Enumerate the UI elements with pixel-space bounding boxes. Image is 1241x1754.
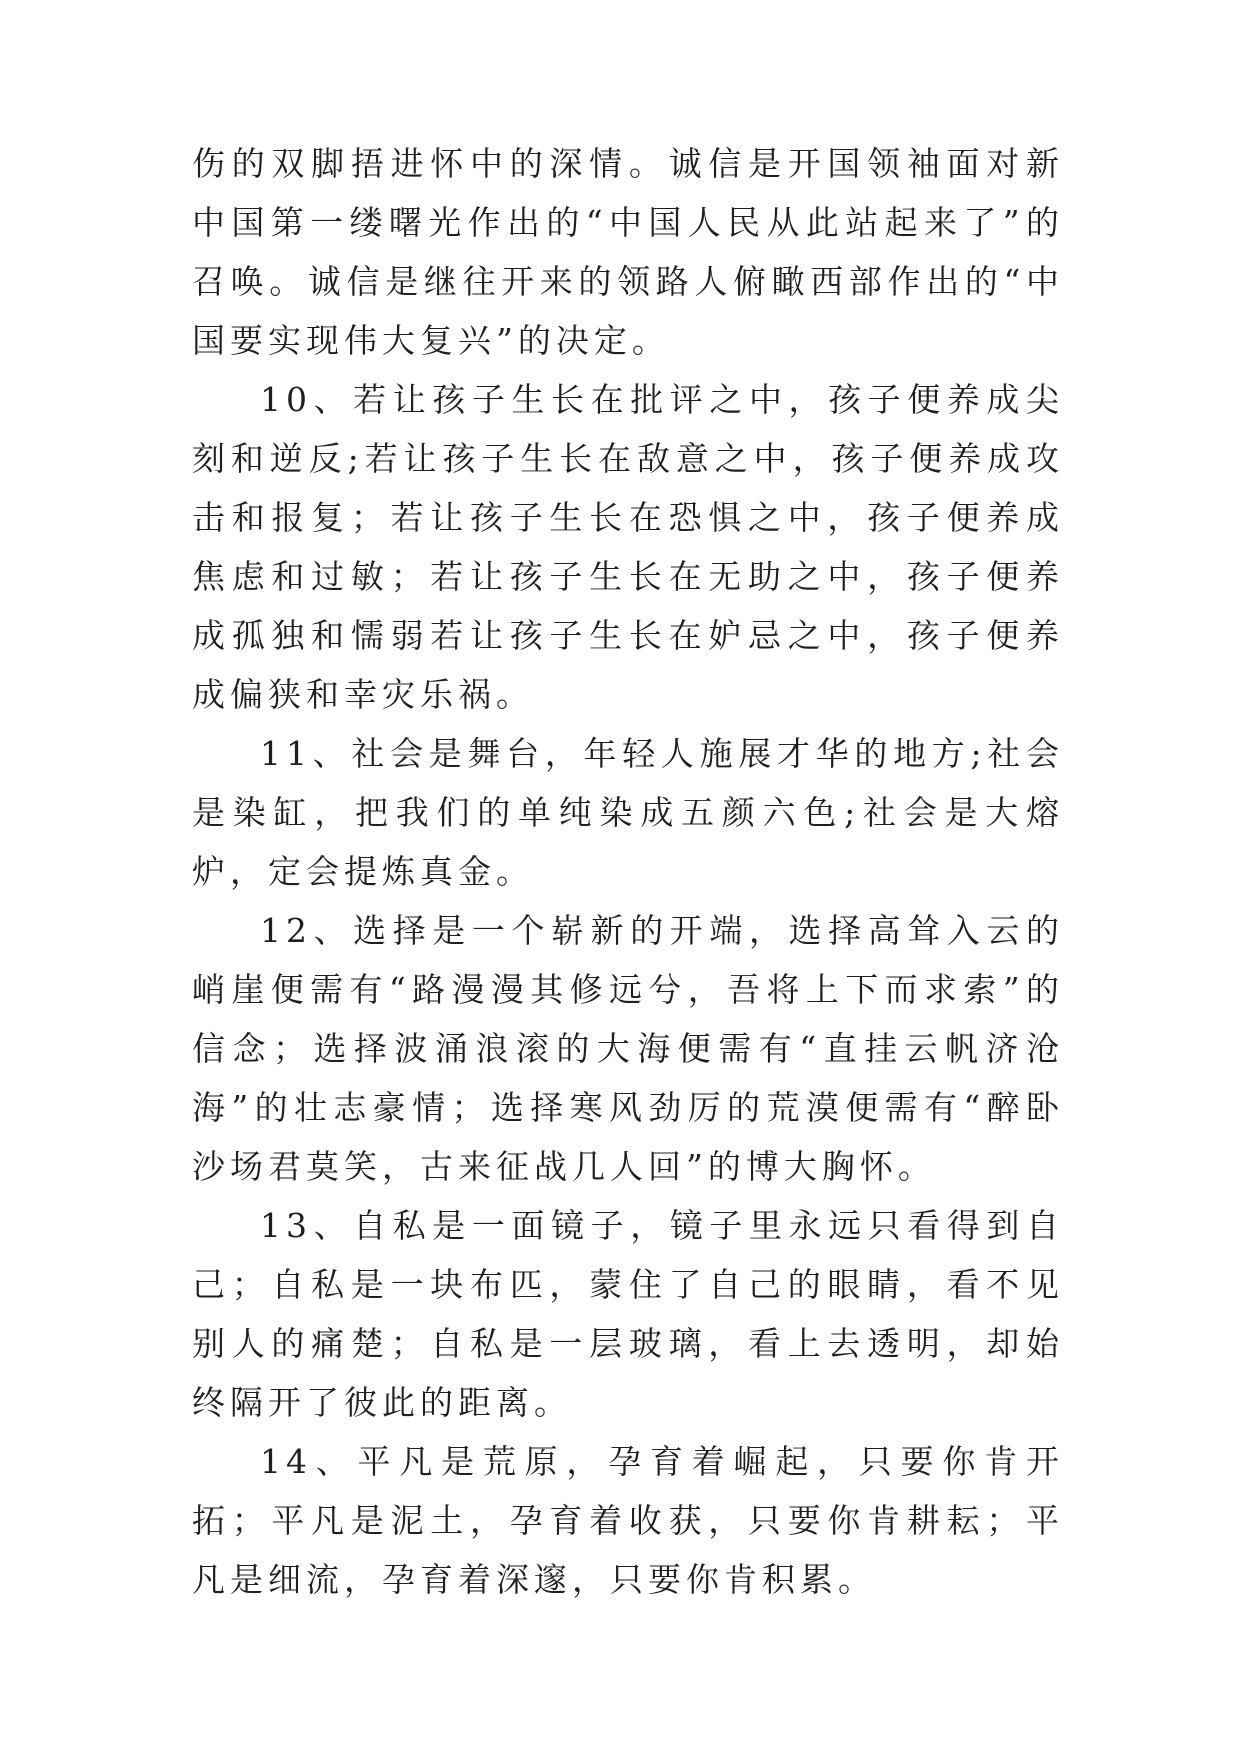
paragraph-item-10: 10、若让孩子生长在批评之中，孩子便养成尖刻和逆反;若让孩子生长在敌意之中，孩子便养成攻击和报复；若让孩子生长在恐惧之中，孩子便养成焦虑和过敏；若让孩子生长在无助之中，孩子便养成孤独和懦弱若让孩子生长在妒忌之中，孩子便养成偏狭和幸灾乐祸。 (192, 380, 1064, 714)
paragraph-item-11: 11、社会是舞台，年轻人施展才华的地方;社会是染缸，把我们的单纯染成五颜六色;社会是大熔炉，定会提炼真金。 (192, 734, 1064, 891)
paragraph-continuation: 伤的双脚捂进怀中的深情。诚信是开国领袖面对新中国第一缕曙光作出的“中国人民从此站起来了”的召唤。诚信是继往开来的领路人俯瞰西部作出的“中国要实现伟大复兴”的决定。 (192, 144, 1064, 360)
document-body (192, 134, 1064, 1609)
paragraph-item-12: 12、选择是一个崭新的开端，选择高耸入云的峭崖便需有“路漫漫其修远兮，吾将上下而求索”的信念；选择波涌浪滚的大海便需有“直挂云帆济沧海”的壮志豪情；选择寒风劲厉的荒漠便需有“醉卧沙场君莫笑，古来征战几人回”的博大胸怀。 (192, 911, 1064, 1186)
paragraph-item-13: 13、自私是一面镜子，镜子里永远只看得到自己；自私是一块布匹，蒙住了自己的眼睛，看不见别人的痛楚；自私是一层玻璃，看上去透明，却始终隔开了彼此的距离。 (192, 1206, 1064, 1422)
paragraph-item-14: 14、平凡是荒原，孕育着崛起，只要你肯开拓；平凡是泥土，孕育着收获，只要你肯耕耘；平凡是细流，孕育着深邃，只要你肯积累。 (192, 1442, 1064, 1599)
